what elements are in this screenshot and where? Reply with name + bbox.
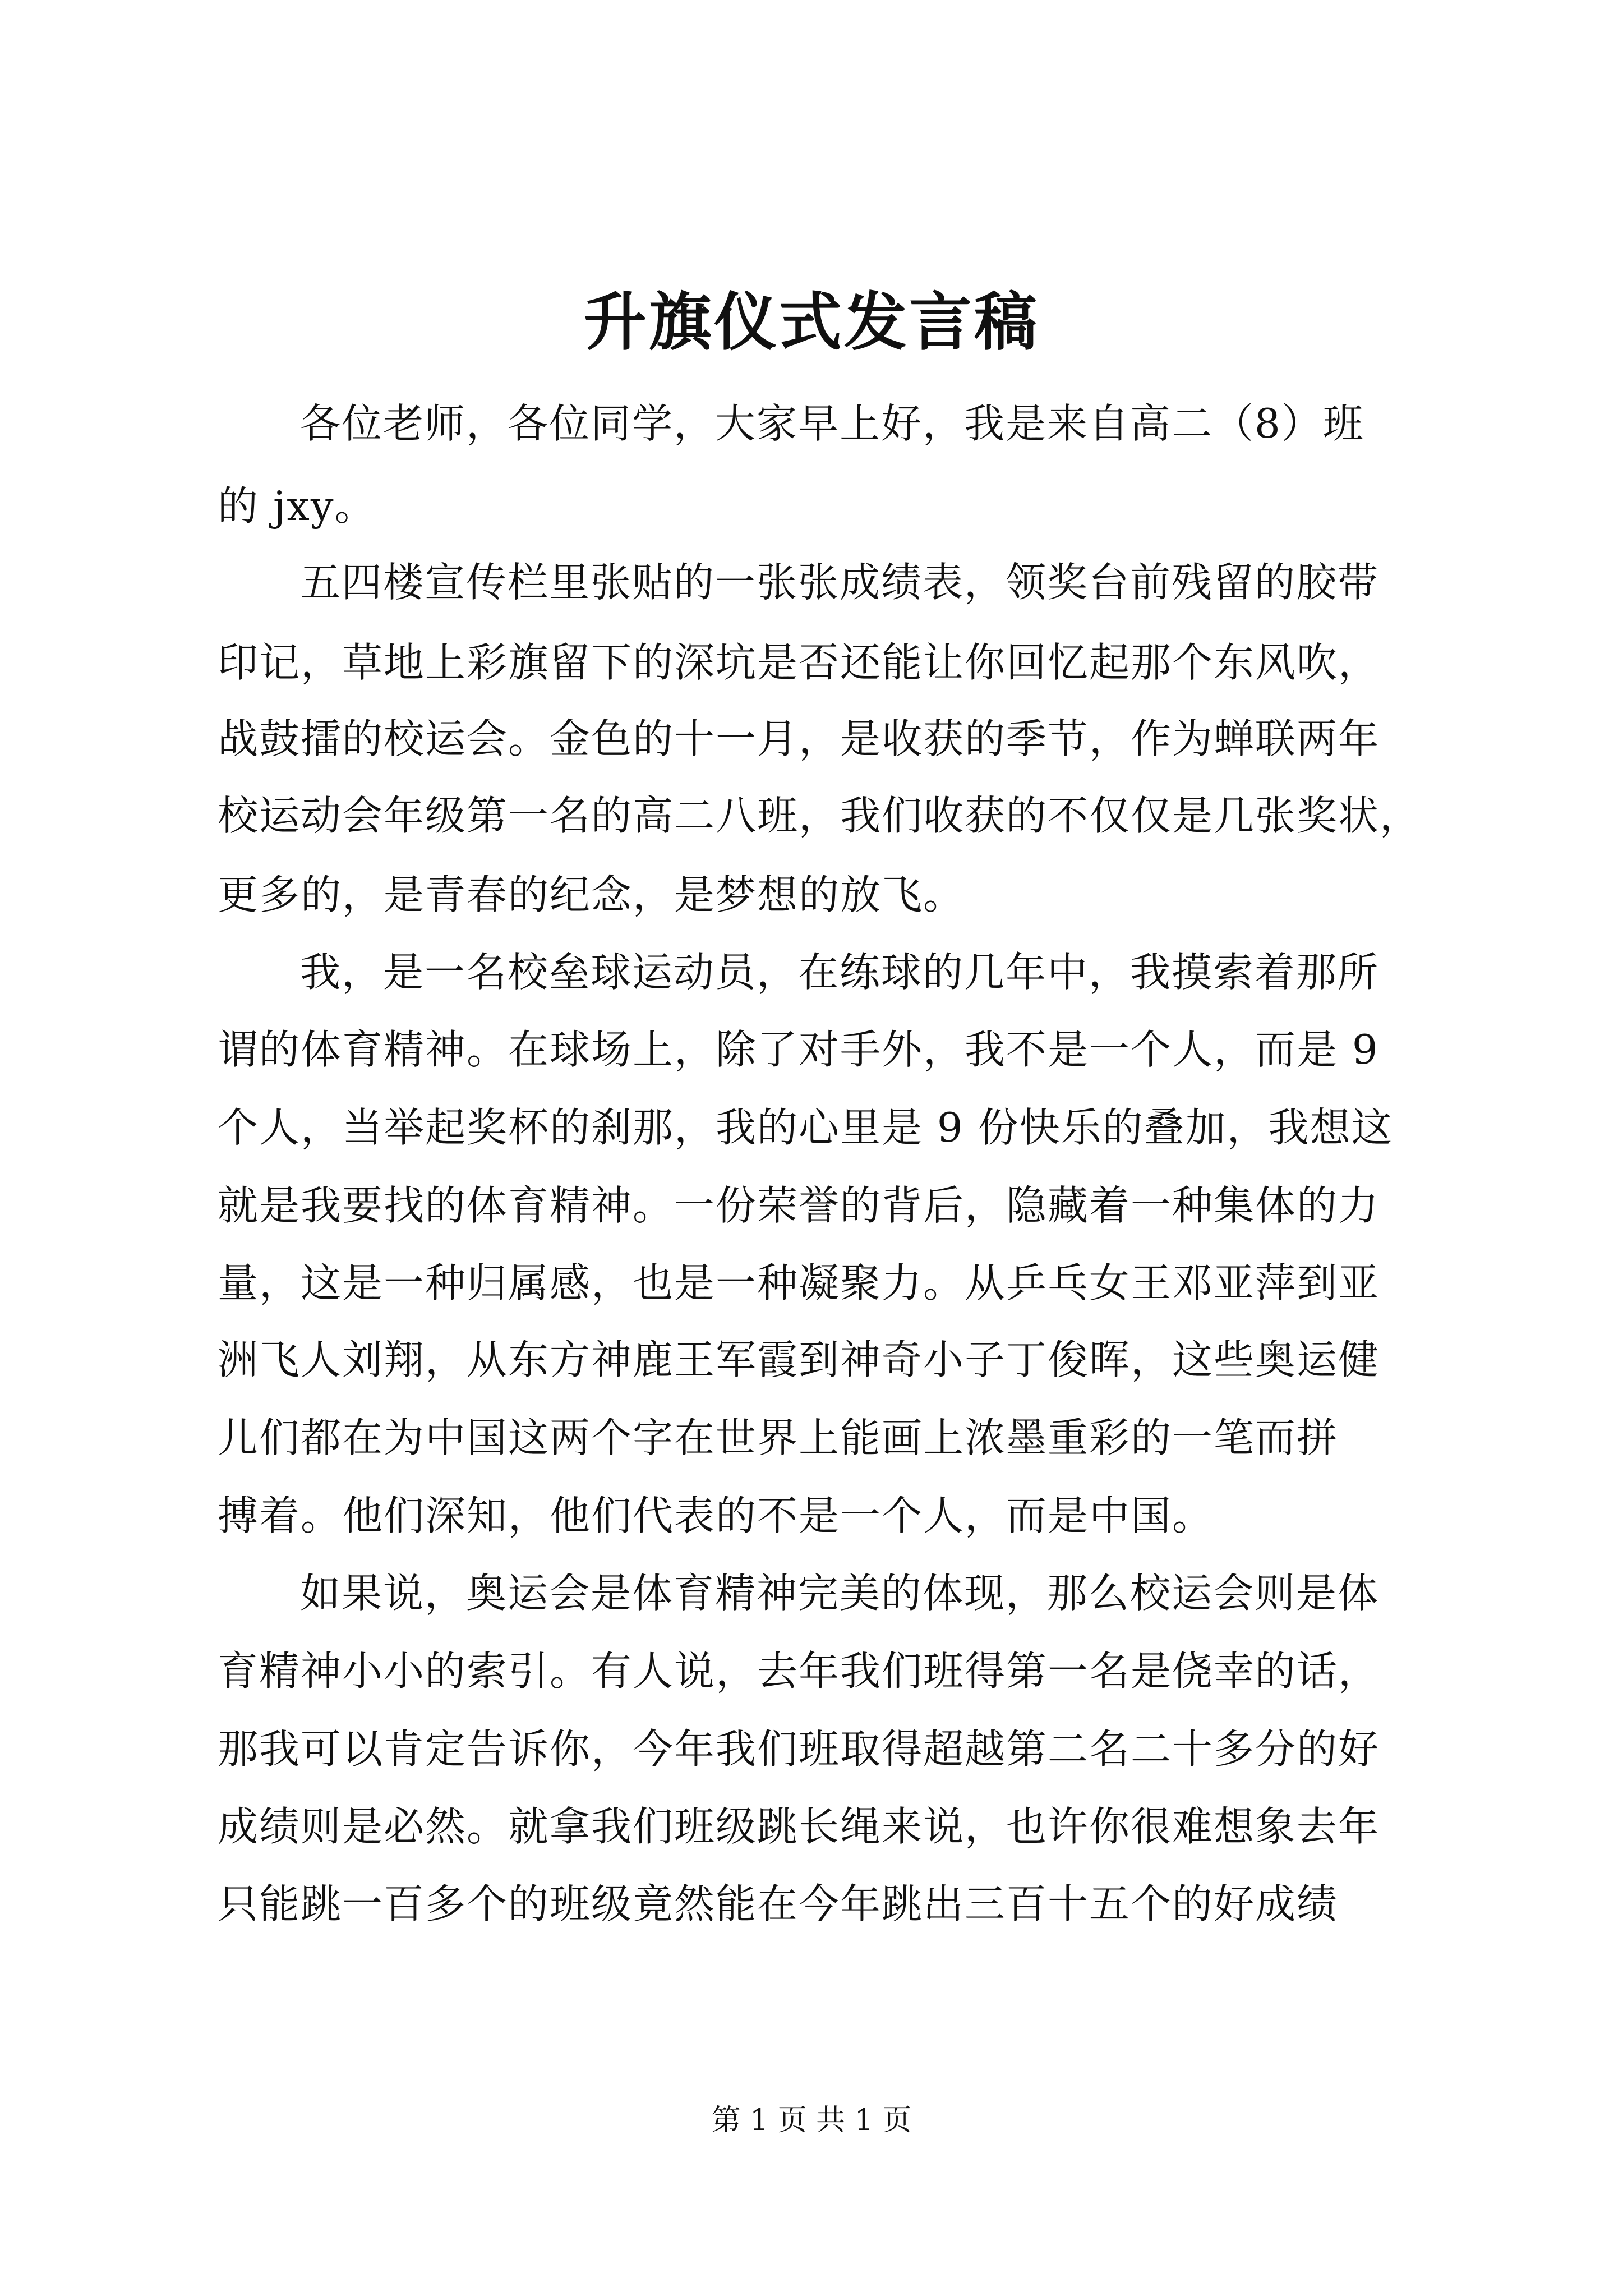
paragraph-line: 印记，草地上彩旗留下的深坑是否还能让你回忆起那个东风吹， [218, 639, 1380, 686]
paragraph-line: 校运动会年级第一名的高二八班，我们收获的不仅仅是几张奖状， [218, 792, 1422, 839]
paragraph-line: 战鼓擂的校运会。金色的十一月，是收获的季节，作为蝉联两年 [218, 715, 1380, 762]
paragraph-line: 成绩则是必然。就拿我们班级跳长绳来说，也许你很难想象去年 [218, 1803, 1380, 1850]
paragraph-line: 儿们都在为中国这两个字在世界上能画上浓墨重彩的一笔而拼 [218, 1414, 1339, 1461]
paragraph-line: 只能跳一百多个的班级竟然能在今年跳出三百十五个的好成绩 [218, 1880, 1339, 1927]
paragraph-line: 搏着。他们深知，他们代表的不是一个人，而是中国。 [218, 1492, 1214, 1539]
page-footer: 第 1 页 共 1 页 [711, 2104, 912, 2137]
paragraph-line: 育精神小小的索引。有人说，去年我们班得第一名是侥幸的话， [218, 1648, 1380, 1695]
paragraph-line: 量，这是一种归属感，也是一种凝聚力。从乒乓女王邓亚萍到亚 [218, 1259, 1380, 1306]
paragraph-line: 更多的，是青春的纪念，是梦想的放飞。 [218, 871, 965, 918]
paragraph-line: 五四楼宣传栏里张贴的一张张成绩表，领奖台前残留的胶带 [300, 559, 1380, 606]
paragraph-line: 各位老师，各位同学，大家早上好，我是来自高二（8）班 [300, 400, 1364, 447]
document-title: 升旗仪式发言稿 [584, 286, 1039, 359]
paragraph-line: 个人，当举起奖杯的刹那，我的心里是 9 份快乐的叠加，我想这 [218, 1104, 1393, 1151]
paragraph-line: 的 jxy。 [218, 482, 376, 530]
paragraph-line: 如果说，奥运会是体育精神完美的体现，那么校运会则是体 [300, 1570, 1380, 1617]
paragraph-line: 就是我要找的体育精神。一份荣誉的背后，隐藏着一种集体的力 [218, 1182, 1380, 1229]
paragraph-line: 谓的体育精神。在球场上，除了对手外，我不是一个人，而是 9 [218, 1026, 1379, 1073]
paragraph-line: 洲飞人刘翔，从东方神鹿王军霞到神奇小子丁俊晖，这些奥运健 [218, 1336, 1380, 1383]
paragraph-line: 我，是一名校垒球运动员，在练球的几年中，我摸索着那所 [300, 949, 1380, 996]
paragraph-line: 那我可以肯定告诉你，今年我们班取得超越第二名二十多分的好 [218, 1726, 1380, 1773]
